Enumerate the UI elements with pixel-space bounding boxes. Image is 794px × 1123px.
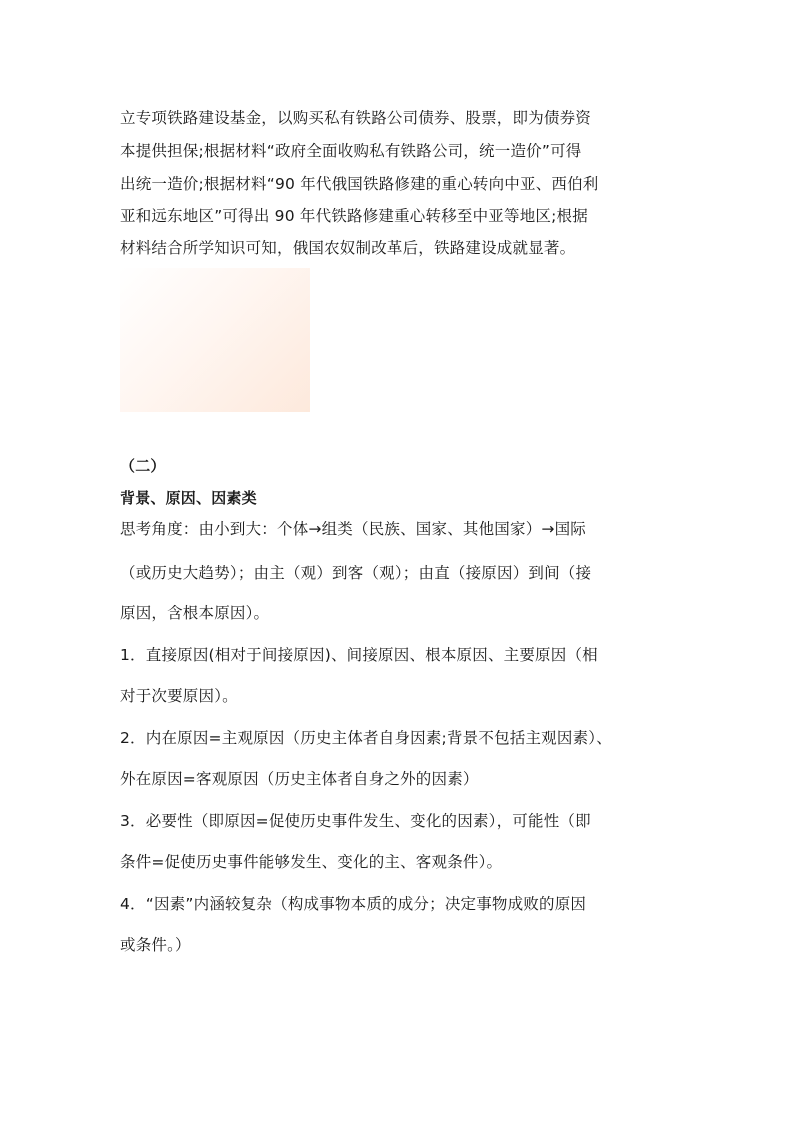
body-line: （或历史大趋势）；由主（观）到客（观）；由直（接原因）到间（接 (120, 564, 592, 582)
paragraph-line: 材料结合所学知识可知，俄国农奴制改革后，铁路建设成就显著。 (120, 239, 576, 257)
body-line: 4．“因素”内涵较复杂（构成事物本质的成分；决定事物成败的原因 (120, 895, 587, 913)
body-line: 3．必要性（即原因=促使历史事件发生、变化的因素），可能性（即 (120, 812, 591, 830)
body-line: 2．内在原因=主观原因（历史主体者自身因素;背景不包括主观因素）、 (120, 729, 612, 747)
body-line: 思考角度：由小到大：个体→组类（民族、国家、其他国家）→国际 (120, 520, 586, 538)
body-line: 原因，含根本原因）。 (120, 604, 270, 622)
paragraph-line: 立专项铁路建设基金，以购买私有铁路公司债券、股票，即为债券资 (120, 109, 592, 127)
decorative-gradient-block (120, 268, 310, 412)
paragraph-line: 本提供担保;根据材料“政府全面收购私有铁路公司，统一造价”可得 (120, 142, 582, 160)
body-line: 外在原因=客观原因（历史主体者自身之外的因素） (120, 770, 479, 788)
body-line: 对于次要原因）。 (120, 687, 238, 705)
paragraph-line: 亚和远东地区”可得出 90 年代铁路修建重心转移至中亚等地区;根据 (120, 207, 588, 225)
paragraph-line: 出统一造价;根据材料“90 年代俄国铁路修建的重心转向中亚、西伯利 (120, 175, 599, 193)
body-line: 条件=促使历史事件能够发生、变化的主、客观条件）。 (120, 853, 503, 871)
body-line: 1．直接原因(相对于间接原因)、间接原因、根本原因、主要原因（相 (120, 646, 598, 664)
body-line: 或条件。） (120, 936, 191, 954)
section-number: （二） (120, 457, 166, 475)
section-title: 背景、原因、因素类 (120, 489, 257, 507)
